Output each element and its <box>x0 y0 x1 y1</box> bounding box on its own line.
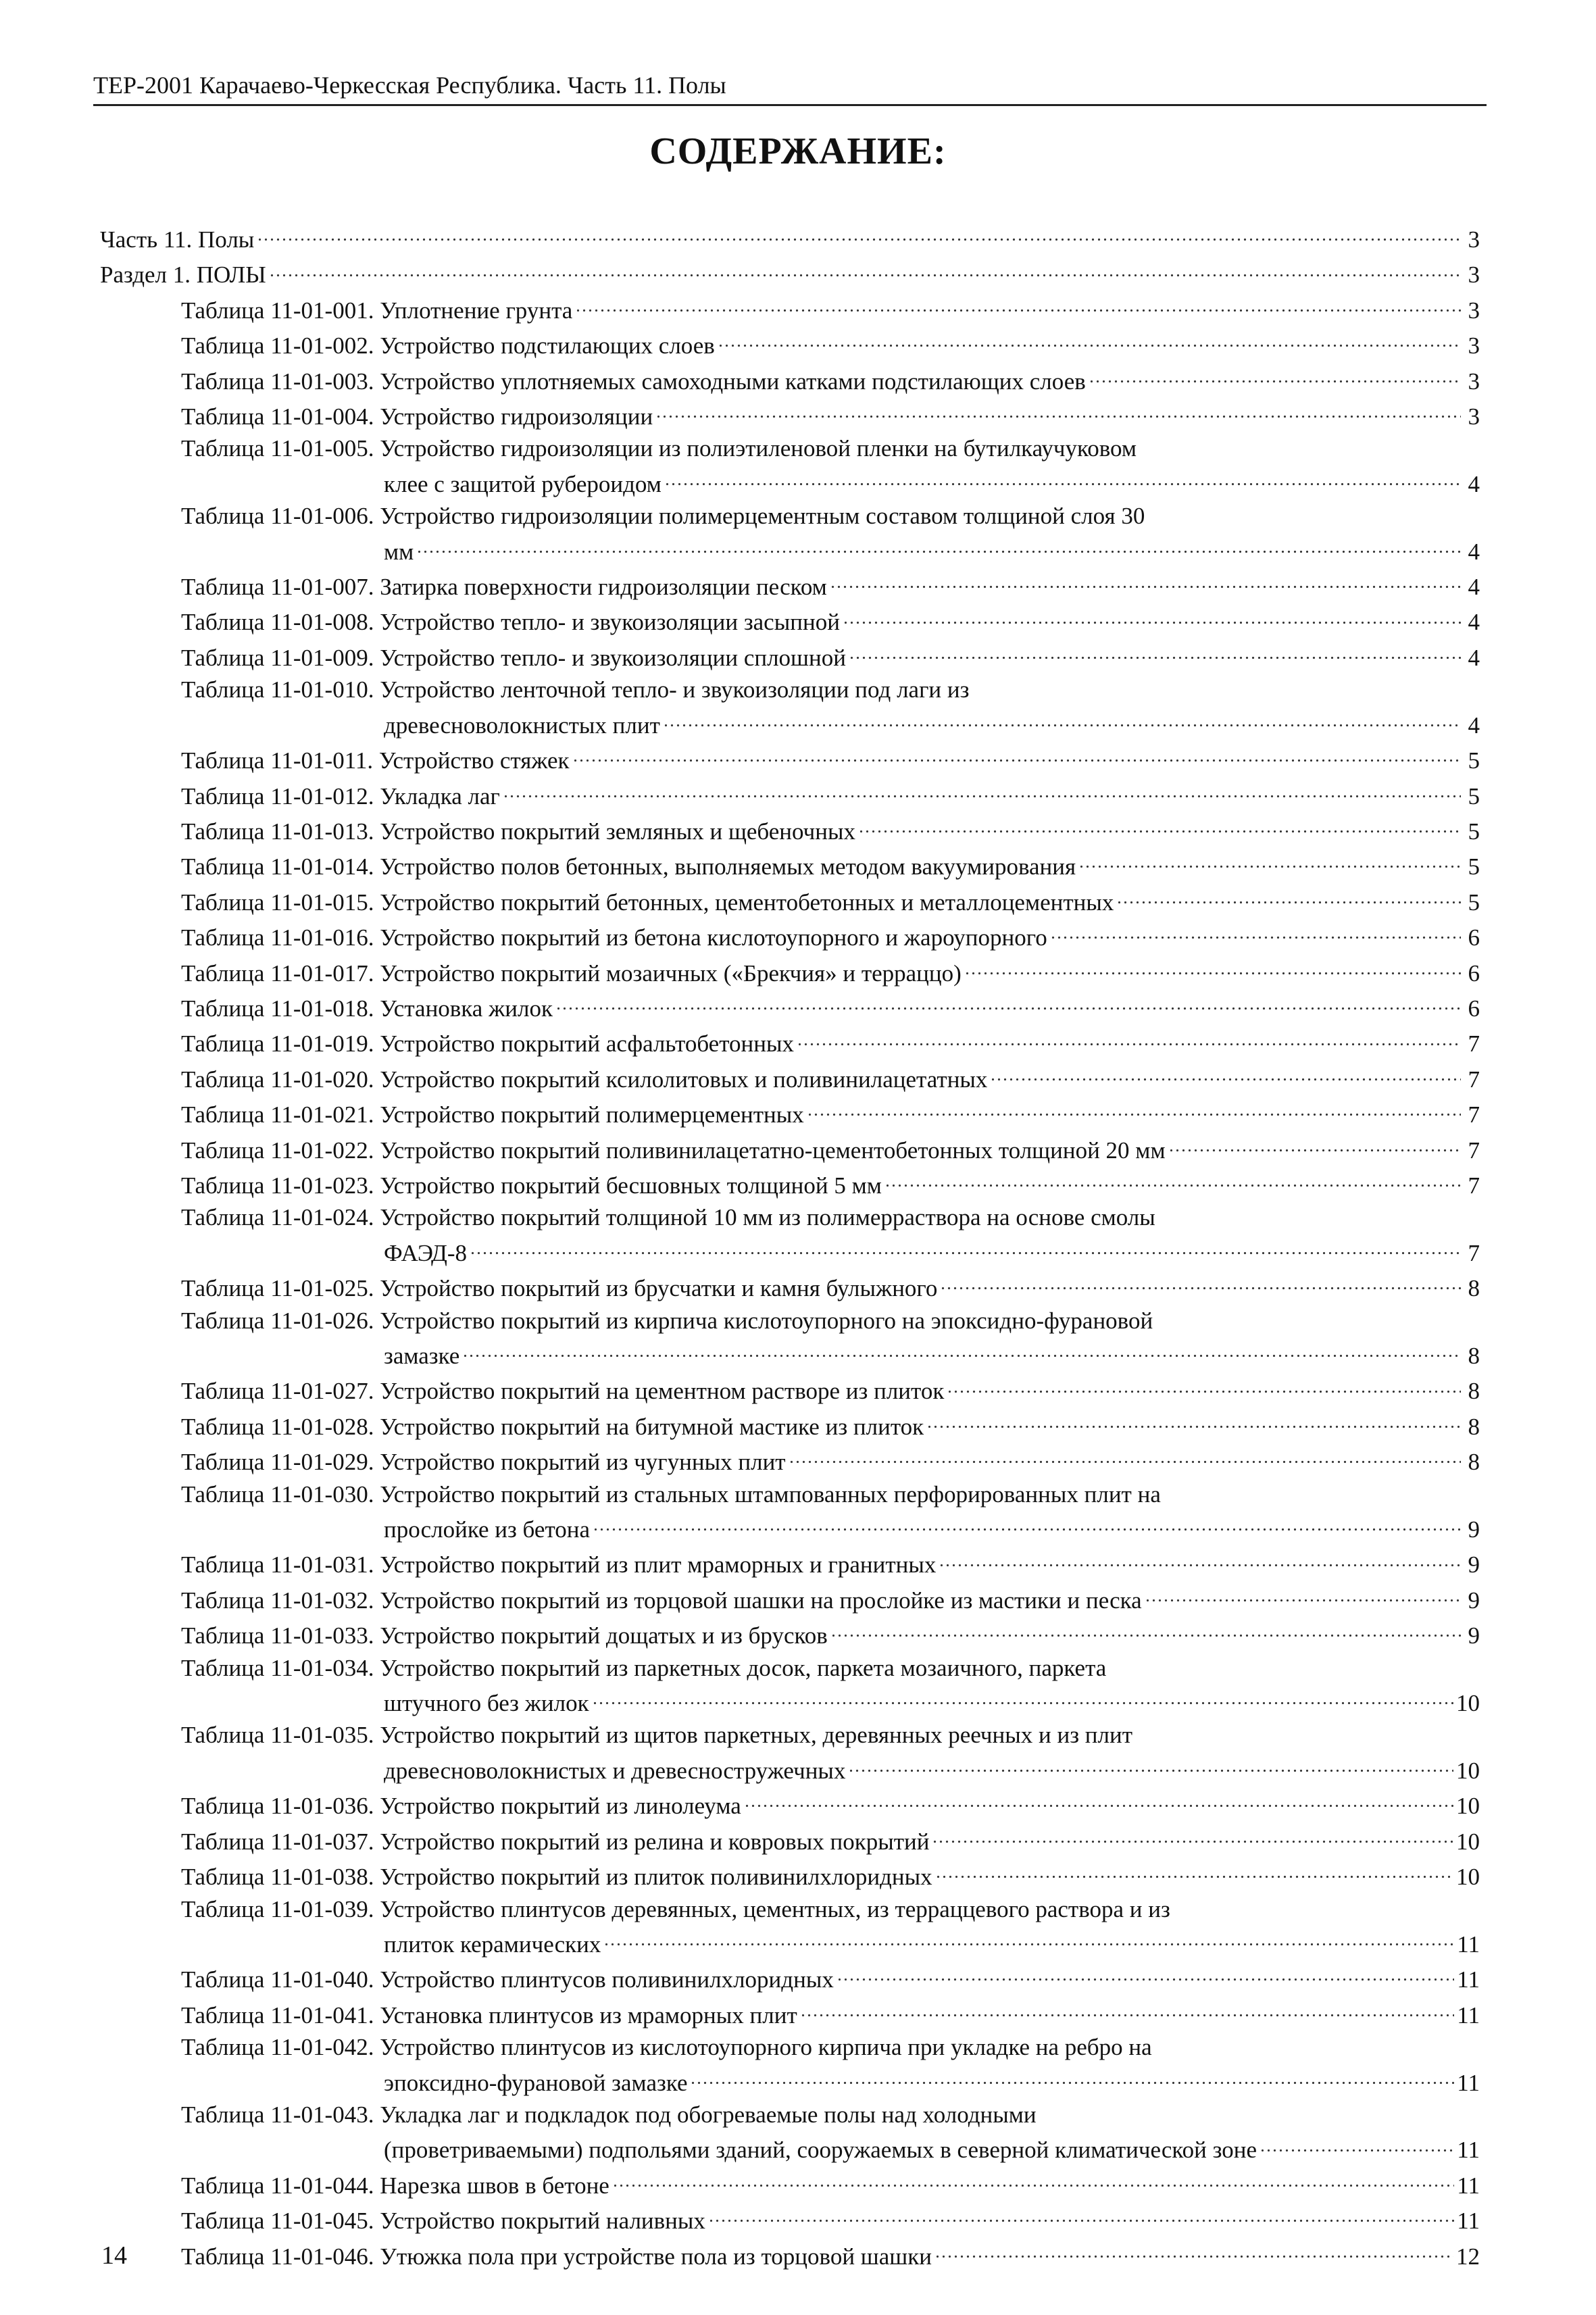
dot-leader <box>1168 1131 1461 1158</box>
toc-entry[interactable] <box>100 847 1480 882</box>
dot-leader <box>555 989 1461 1016</box>
toc-page-number: 10 <box>1456 1757 1480 1784</box>
toc-entry-text: Таблица 11-01-004. Устройство гидроизоляции <box>181 403 653 430</box>
dot-leader <box>575 291 1461 318</box>
dot-leader <box>603 1925 1454 1952</box>
toc-page-number: 5 <box>1468 853 1480 880</box>
toc-entry[interactable] <box>100 1131 1480 1166</box>
toc-page-number: 3 <box>1468 262 1480 289</box>
toc-entry[interactable] <box>100 1616 1480 1651</box>
toc-entry[interactable] <box>100 397 1480 432</box>
toc-page-number: 4 <box>1468 644 1480 671</box>
table-of-contents <box>100 220 1480 2272</box>
dot-leader <box>1260 2131 1454 2158</box>
toc-entry[interactable] <box>100 954 1480 989</box>
toc-page-number: 11 <box>1457 2137 1480 2164</box>
toc-entry-text: прослойке из бетона <box>384 1516 591 1543</box>
toc-entry[interactable] <box>100 2099 1480 2166</box>
toc-page-number: 8 <box>1468 1343 1480 1369</box>
toc-entry-text: Таблица 11-01-021. Устройство покрытий полимерцементных <box>181 1101 804 1128</box>
toc-entry-text: Таблица 11-01-041. Установка плинтусов из мраморных плит <box>181 2001 797 2028</box>
dot-leader <box>837 1960 1454 1987</box>
toc-page-number: 9 <box>1468 1516 1480 1543</box>
dot-leader <box>789 1443 1461 1470</box>
toc-entry[interactable] <box>100 1581 1480 1616</box>
toc-entry-text: Таблица 11-01-031. Устройство покрытий из плит мраморных и гранитных <box>181 1551 937 1578</box>
toc-entry-text: Таблица 11-01-032. Устройство покрытий из торцовой шашки на прослойке из мастики и песка <box>181 1587 1142 1614</box>
dot-leader <box>1078 847 1461 874</box>
toc-page-number: 8 <box>1468 1275 1480 1302</box>
dot-leader <box>655 397 1461 424</box>
toc-entry[interactable] <box>100 674 1480 741</box>
toc-page-number: 4 <box>1468 538 1480 565</box>
toc-entry[interactable] <box>100 1858 1480 1893</box>
toc-entry-text: Таблица 11-01-022. Устройство покрытий поливинилацетатно-цементобетонных толщиной 20 мм <box>181 1137 1166 1164</box>
toc-entry[interactable] <box>100 291 1480 326</box>
page-title: СОДЕРЖАНИЕ: <box>649 130 947 172</box>
dot-leader <box>592 1684 1453 1711</box>
running-header: ТЕР-2001 Карачаево-Черкесская Республика. Часть 11. Полы <box>93 72 726 99</box>
dot-leader <box>663 706 1461 733</box>
toc-entry-text: Таблица 11-01-014. Устройство полов бетонных, выполняемых методом вакуумирования <box>181 853 1076 880</box>
toc-page-number: 5 <box>1468 747 1480 774</box>
toc-entry-text: Таблица 11-01-010. Устройство ленточной тепло- и звукоизоляции под лаги из <box>181 676 970 703</box>
toc-page-number: 8 <box>1468 1449 1480 1476</box>
toc-page-number: 11 <box>1457 2069 1480 2096</box>
dot-leader <box>848 1751 1453 1778</box>
dot-leader <box>800 1996 1455 2023</box>
toc-entry-text: Таблица 11-01-006. Устройство гидроизоляции полимерцементным составом толщиной слоя 30 <box>181 503 1145 530</box>
toc-entry-text: Таблица 11-01-035. Устройство покрытий из щитов паркетных, деревянных реечных и из плит <box>181 1722 1133 1749</box>
toc-entry-text: штучного без жилок <box>384 1690 589 1717</box>
dot-leader <box>932 1822 1453 1849</box>
toc-entry-text: Раздел 1. ПОЛЫ <box>100 262 266 289</box>
toc-entry[interactable] <box>100 1024 1480 1060</box>
toc-entry-text: Таблица 11-01-019. Устройство покрытий асфальтобетонных <box>181 1030 795 1057</box>
toc-entry[interactable] <box>100 1372 1480 1407</box>
toc-entry-text: древесноволокнистых и древесностружечных <box>384 1757 846 1784</box>
toc-entry[interactable] <box>100 326 1480 362</box>
toc-entry[interactable] <box>100 500 1480 568</box>
dot-leader <box>926 1408 1461 1435</box>
dot-leader <box>416 532 1461 559</box>
toc-page-number: 3 <box>1468 332 1480 359</box>
toc-entry-text: Таблица 11-01-033. Устройство покрытий дощатых и из брусков <box>181 1622 828 1649</box>
toc-entry-text: Таблица 11-01-015. Устройство покрытий бетонных, цементобетонных и металлоцементных <box>181 889 1114 916</box>
toc-entry-text: Таблица 11-01-044. Нарезка швов в бетоне <box>181 2172 609 2199</box>
toc-entry-text: Таблица 11-01-024. Устройство покрытий толщиной 10 мм из полимерраствора на основе смолы <box>181 1204 1155 1231</box>
toc-entry-text: Таблица 11-01-003. Устройство уплотняемых самоходными катками подстилающих слоев <box>181 368 1086 395</box>
toc-entry-text: Таблица 11-01-026. Устройство покрытий из кирпича кислотоупорного на эпоксидно-фурановой <box>181 1307 1153 1334</box>
toc-entry[interactable] <box>100 432 1480 500</box>
dot-leader <box>858 812 1461 839</box>
toc-page-number: 7 <box>1468 1172 1480 1199</box>
toc-entry-text: Таблица 11-01-017. Устройство покрытий мозаичных («Брекчия» и терраццо) <box>181 960 962 987</box>
toc-page-number: 3 <box>1468 297 1480 324</box>
toc-entry[interactable] <box>100 1095 1480 1130</box>
toc-entry-text: (проветриваемыми) подпольями зданий, сооружаемых в северной климатической зоне <box>384 2137 1257 2164</box>
dot-leader <box>612 2166 1454 2193</box>
toc-page-number: 6 <box>1468 995 1480 1022</box>
toc-page-number: 10 <box>1456 1864 1480 1891</box>
toc-entry[interactable] <box>100 255 1480 291</box>
toc-entry-text: Таблица 11-01-030. Устройство покрытий из стальных штампованных перфорированных плит на <box>181 1480 1161 1508</box>
toc-page-number: 7 <box>1468 1030 1480 1057</box>
toc-entry-text: Таблица 11-01-034. Устройство покрытий из паркетных досок, паркета мозаичного, паркета <box>181 1654 1107 1681</box>
toc-entry-text: Таблица 11-01-029. Устройство покрытий из чугунных плит <box>181 1449 786 1476</box>
toc-entry-text: Таблица 11-01-046. Утюжка пола при устройстве пола из торцовой шашки <box>181 2243 932 2270</box>
toc-page-number: 9 <box>1468 1551 1480 1578</box>
toc-page-number: 8 <box>1468 1413 1480 1440</box>
toc-entry-text: Таблица 11-01-039. Устройство плинтусов деревянных, цементных, из терраццевого раствора и из <box>181 1895 1170 1922</box>
toc-page-number: 7 <box>1468 1101 1480 1128</box>
toc-page-number: 6 <box>1468 924 1480 951</box>
dot-leader <box>470 1234 1461 1261</box>
toc-entry[interactable] <box>100 1822 1480 1858</box>
toc-entry-text: Таблица 11-01-025. Устройство покрытий из брусчатки и камня булыжного <box>181 1275 938 1302</box>
toc-page-number: 4 <box>1468 470 1480 497</box>
toc-entry-text: Таблица 11-01-002. Устройство подстилающих слоев <box>181 332 715 359</box>
toc-entry-text: Таблица 11-01-009. Устройство тепло- и звукоизоляции сплошной <box>181 644 846 671</box>
dot-leader <box>690 2064 1454 2091</box>
dot-leader <box>947 1372 1461 1399</box>
dot-leader <box>939 1545 1461 1572</box>
toc-entry[interactable] <box>100 362 1480 397</box>
toc-entry-text: клее с защитой рубероидом <box>384 470 662 497</box>
toc-entry-text: плиток керамических <box>384 1931 601 1958</box>
toc-entry-text: Таблица 11-01-042. Устройство плинтусов из кислотоупорного кирпича при укладке на ребро на <box>181 2034 1152 2061</box>
dot-leader <box>593 1510 1461 1537</box>
dot-leader <box>843 603 1461 630</box>
toc-entry[interactable] <box>100 1443 1480 1478</box>
dot-leader <box>664 465 1461 492</box>
toc-entry-text: Таблица 11-01-011. Устройство стяжек <box>181 747 570 774</box>
toc-page-number: 8 <box>1468 1378 1480 1405</box>
toc-entry[interactable] <box>100 1269 1480 1304</box>
toc-page-number: 11 <box>1457 2208 1480 2235</box>
toc-page-number: 5 <box>1468 818 1480 845</box>
toc-entry[interactable] <box>100 639 1480 674</box>
toc-page-number: 4 <box>1468 609 1480 636</box>
toc-page-number: 11 <box>1457 1931 1480 1958</box>
toc-entry-text: эпоксидно-фурановой замазке <box>384 2069 688 2096</box>
dot-leader <box>940 1269 1461 1296</box>
toc-entry-text: Таблица 11-01-040. Устройство плинтусов поливинилхлоридных <box>181 1966 834 1993</box>
toc-page-number: 9 <box>1468 1587 1480 1614</box>
toc-entry-text: Таблица 11-01-016. Устройство покрытий из бетона кислотоупорного и жароупорного <box>181 924 1047 951</box>
toc-entry[interactable] <box>100 1893 1480 1961</box>
dot-leader <box>797 1024 1461 1051</box>
dot-leader <box>1050 918 1461 945</box>
toc-page-number: 3 <box>1468 403 1480 430</box>
toc-entry-text: Таблица 11-01-045. Устройство покрытий наливных <box>181 2208 705 2235</box>
toc-entry[interactable] <box>100 1060 1480 1095</box>
toc-entry-text: ФАЭД-8 <box>384 1239 468 1266</box>
dot-leader <box>990 1060 1461 1087</box>
toc-entry[interactable] <box>100 1719 1480 1787</box>
toc-page-number: 3 <box>1468 368 1480 395</box>
toc-page-number: 5 <box>1468 889 1480 916</box>
toc-entry[interactable] <box>100 1305 1480 1372</box>
toc-entry[interactable] <box>100 1787 1480 1822</box>
dot-leader <box>503 777 1461 804</box>
dot-leader <box>1145 1581 1461 1608</box>
toc-entry-text: мм <box>384 538 414 565</box>
header-rule <box>93 104 1487 106</box>
toc-entry[interactable] <box>100 2237 1480 2272</box>
toc-entry-text: Таблица 11-01-037. Устройство покрытий из релина и ковровых покрытий <box>181 1828 930 1855</box>
toc-entry-text: Таблица 11-01-008. Устройство тепло- и звукоизоляции засыпной <box>181 609 840 636</box>
toc-page-number: 10 <box>1456 1690 1480 1717</box>
toc-entry-text: Таблица 11-01-013. Устройство покрытий земляных и щебеночных <box>181 818 855 845</box>
toc-page-number: 7 <box>1468 1137 1480 1164</box>
toc-entry[interactable] <box>100 1996 1480 2031</box>
toc-page-number: 9 <box>1468 1622 1480 1649</box>
dot-leader <box>1116 883 1461 910</box>
dot-leader <box>935 1858 1453 1885</box>
toc-entry[interactable] <box>100 741 1480 776</box>
toc-entry[interactable] <box>100 989 1480 1024</box>
dot-leader <box>744 1787 1453 1814</box>
dot-leader <box>269 255 1461 282</box>
toc-entry-text: Таблица 11-01-020. Устройство покрытий ксилолитовых и поливинилацетатных <box>181 1066 988 1093</box>
toc-entry-text: Таблица 11-01-027. Устройство покрытий на цементном растворе из плиток <box>181 1378 945 1405</box>
toc-entry[interactable] <box>100 220 1480 255</box>
toc-entry[interactable] <box>100 918 1480 953</box>
toc-entry-text: Таблица 11-01-001. Уплотнение грунта <box>181 297 573 324</box>
toc-entry-text: Таблица 11-01-018. Установка жилок <box>181 995 553 1022</box>
dot-leader <box>257 220 1461 247</box>
toc-page-number: 4 <box>1468 712 1480 739</box>
toc-entry[interactable] <box>100 568 1480 603</box>
toc-entry[interactable] <box>100 2166 1480 2201</box>
toc-page-number: 12 <box>1456 2243 1480 2270</box>
toc-page-number: 11 <box>1457 2172 1480 2199</box>
toc-entry[interactable] <box>100 603 1480 638</box>
toc-page-number: 7 <box>1468 1066 1480 1093</box>
dot-leader <box>462 1337 1461 1364</box>
toc-entry[interactable] <box>100 1545 1480 1580</box>
toc-page-number: 5 <box>1468 782 1480 810</box>
toc-entry[interactable] <box>100 1201 1480 1269</box>
toc-entry[interactable] <box>100 777 1480 812</box>
toc-entry[interactable] <box>100 883 1480 918</box>
dot-leader <box>572 741 1461 768</box>
toc-page-number: 11 <box>1457 1966 1480 1993</box>
dot-leader <box>830 1616 1461 1643</box>
dot-leader <box>849 639 1461 666</box>
toc-page-number: 6 <box>1468 960 1480 987</box>
toc-page-number: 11 <box>1457 2001 1480 2028</box>
toc-entry-text: Таблица 11-01-005. Устройство гидроизоляции из полиэтиленовой пленки на бутилкаучуковом <box>181 435 1137 462</box>
dot-leader <box>830 568 1461 595</box>
toc-entry[interactable] <box>100 1960 1480 1995</box>
toc-entry-text: Таблица 11-01-023. Устройство покрытий бесшовных толщиной 5 мм <box>181 1172 882 1199</box>
toc-entry-text: Часть 11. Полы <box>100 226 255 253</box>
toc-page-number: 10 <box>1456 1828 1480 1855</box>
toc-page-number: 4 <box>1468 574 1480 601</box>
toc-entry[interactable] <box>100 1478 1480 1546</box>
dot-leader <box>884 1166 1461 1193</box>
dot-leader <box>708 2201 1454 2229</box>
toc-entry-text: Таблица 11-01-028. Устройство покрытий на битумной мастике из плиток <box>181 1413 924 1440</box>
toc-entry[interactable] <box>100 1166 1480 1201</box>
toc-entry-text: Таблица 11-01-012. Укладка лаг <box>181 782 500 810</box>
toc-entry[interactable] <box>100 2201 1480 2237</box>
toc-entry-text: древесноволокнистых плит <box>384 712 660 739</box>
toc-entry[interactable] <box>100 1408 1480 1443</box>
toc-entry[interactable] <box>100 2031 1480 2099</box>
toc-page-number: 10 <box>1456 1793 1480 1820</box>
toc-entry-text: Таблица 11-01-038. Устройство покрытий из плиток поливинилхлоридных <box>181 1864 932 1891</box>
toc-entry[interactable] <box>100 812 1480 847</box>
dot-leader <box>807 1095 1461 1122</box>
toc-entry-text: Таблица 11-01-007. Затирка поверхности гидроизоляции песком <box>181 574 827 601</box>
dot-leader <box>964 954 1461 981</box>
page-number: 14 <box>101 2241 127 2270</box>
toc-page-number: 7 <box>1468 1239 1480 1266</box>
toc-entry-text: замазке <box>384 1343 460 1369</box>
toc-entry[interactable] <box>100 1652 1480 1720</box>
toc-entry-text: Таблица 11-01-036. Устройство покрытий из линолеума <box>181 1793 741 1820</box>
dot-leader <box>934 2237 1453 2264</box>
toc-page-number: 3 <box>1468 226 1480 253</box>
dot-leader <box>718 326 1461 353</box>
toc-entry-text: Таблица 11-01-043. Укладка лаг и подкладок под обогреваемые полы над холодными <box>181 2101 1037 2128</box>
dot-leader <box>1089 362 1461 389</box>
